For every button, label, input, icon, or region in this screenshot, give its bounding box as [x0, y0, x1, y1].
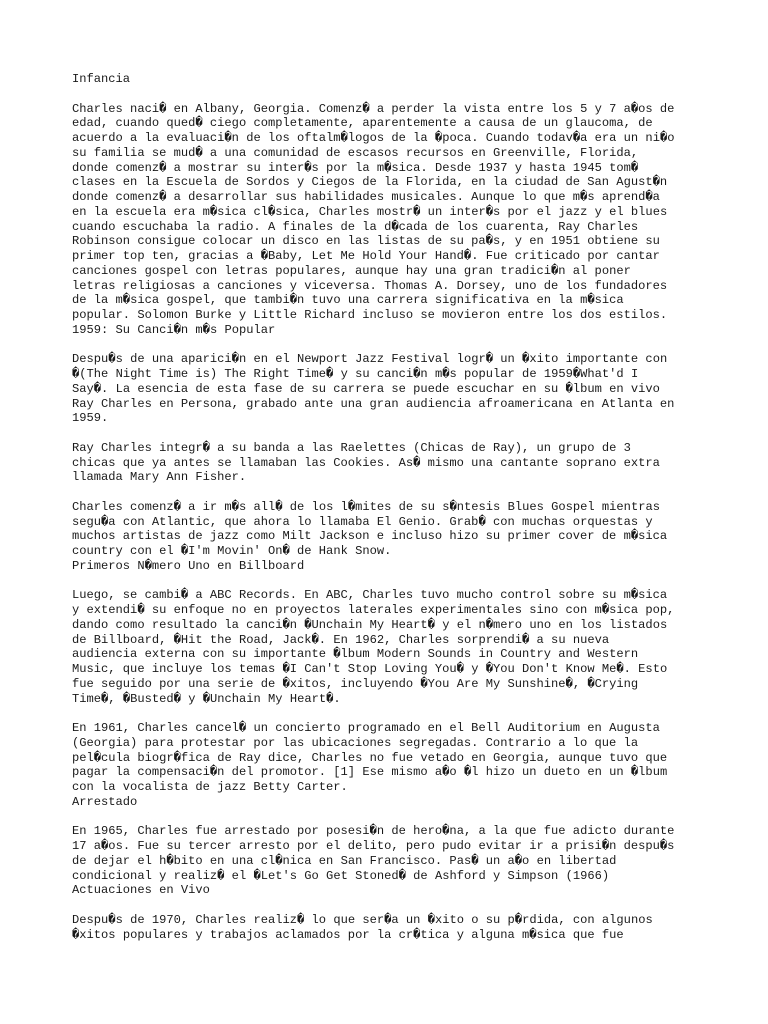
- text-line: 17 a�os. Fue su tercer arresto por el delito, pero pudo evitar ir a prisi�n despu�s: [72, 839, 675, 853]
- text-line: edad, cuando qued� ciego completamente, aparentemente a causa de un glaucoma, de: [72, 116, 653, 131]
- text-line: En 1965, Charles fue arrestado por posesi�n de hero�na, a la que fue adicto durante: [72, 824, 675, 839]
- paragraph: [72, 588, 712, 706]
- text-line: Say�. La esencia de esta fase de su carrera se puede escuchar en su �lbum en vivo: [72, 381, 660, 396]
- text-line: Actuaciones en Vivo: [72, 883, 210, 898]
- paragraph-gap: [72, 898, 712, 913]
- text-line: canciones gospel con letras populares, aunque hay una gran tradici�n al poner: [72, 263, 631, 278]
- paragraph-gap: [72, 485, 712, 500]
- paragraph: [72, 500, 712, 574]
- paragraph-gap: [72, 87, 712, 102]
- text-line: condicional y realiz� el �Let's Go Get Stoned� de Ashford y Simpson (1966): [72, 868, 610, 883]
- text-line: En 1961, Charles cancel� un concierto programado en el Bell Auditorium en Augusta: [72, 721, 660, 735]
- paragraph: [72, 721, 712, 810]
- text-line: Despu�s de 1970, Charles realiz� lo que ser�a un �xito o su p�rdida, con algunos: [72, 912, 653, 927]
- paragraph-gap: [72, 338, 712, 353]
- text-line: Robinson consigue colocar un disco en las listas de su pa�s, y en 1951 obtiene su: [72, 234, 660, 249]
- paragraph-gap: [72, 810, 712, 825]
- text-line: Infancia: [72, 72, 131, 86]
- text-line: en la escuela era m�sica cl�sica, Charles mostr� un inter�s por el jazz y el blues: [72, 204, 668, 219]
- text-line: Despu�s de una aparici�n en el Newport Jazz Festival logr� un �xito importante con: [72, 352, 668, 367]
- text-line: Primeros N�mero Uno en Billboard: [72, 558, 305, 573]
- text-line: popular. Solomon Burke y Little Richard incluso se movieron entre los dos estilos.: [72, 308, 668, 322]
- text-line: llamada Mary Ann Fisher.: [72, 470, 247, 485]
- paragraph-gap: [72, 426, 712, 441]
- document-body: [72, 72, 712, 942]
- text-line: Ray Charles en Persona, grabado ante una gran audiencia afroamericana en Atlanta en: [72, 396, 675, 411]
- text-line: Ray Charles integr� a su banda a las Raelettes (Chicas de Ray), un grupo de 3: [72, 440, 631, 455]
- text-line: country con el �I'm Movin' On� de Hank Snow.: [72, 544, 392, 558]
- text-line: su familia se mud� a una comunidad de escasos recursos en Greenville, Florida,: [72, 145, 639, 160]
- text-line: chicas que ya antes se llamaban las Cookies. As� mismo una cantante soprano extra: [72, 455, 660, 470]
- text-line: de Billboard, �Hit the Road, Jack�. En 1962, Charles sorprendi� a su nueva: [72, 632, 610, 647]
- text-line: primer top ten, gracias a �Baby, Let Me Hold Your Hand�. Fue criticado por cantar: [72, 249, 660, 263]
- text-line: fue seguido por una serie de �xitos, incluyendo �You Are My Sunshine�, �Crying: [72, 676, 639, 691]
- paragraph-gap: [72, 574, 712, 589]
- text-line: Charles naci� en Albany, Georgia. Comenz� a perder la vista entre los 5 y 7 a�os de: [72, 101, 675, 116]
- text-line: letras religiosas a canciones y viceversa. Thomas A. Dorsey, uno de los fundadores: [72, 278, 668, 293]
- text-line: audiencia externa con su importante �lbum Modern Sounds in Country and Western: [72, 647, 639, 662]
- paragraph-gap: [72, 706, 712, 721]
- text-line: dando como resultado la canci�n �Unchain My Heart� y el n�mero uno en los listados: [72, 617, 668, 632]
- text-line: pagar la compensaci�n del promotor. [1] Ese mismo a�o �l hizo un dueto en un �lbum: [72, 765, 668, 780]
- text-line: Arrestado: [72, 794, 138, 809]
- text-line: donde comenz� a mostrar su inter�s por la m�sica. Desde 1937 y hasta 1945 tom�: [72, 160, 639, 175]
- text-line: Music, que incluye los temas �I Can't Stop Loving You� y �You Don't Know Me�. Esto: [72, 662, 668, 676]
- text-line: Charles comenz� a ir m�s all� de los l�mites de su s�ntesis Blues Gospel mientras: [72, 499, 660, 514]
- paragraph: [72, 913, 712, 943]
- text-line: 1959.: [72, 411, 109, 426]
- paragraph: [72, 72, 712, 87]
- text-line: (Georgia) para protestar por las ubicaciones segregadas. Contrario a lo que la: [72, 735, 639, 750]
- text-line: 1959: Su Canci�n m�s Popular: [72, 322, 276, 337]
- text-line: Luego, se cambi� a ABC Records. En ABC, Charles tuvo mucho control sobre su m�sica: [72, 588, 668, 603]
- text-line: acuerdo a la evaluaci�n de los oftalm�logos de la �poca. Cuando todav�a era un ni�o: [72, 131, 675, 145]
- text-line: con la vocalista de jazz Betty Carter.: [72, 780, 348, 794]
- text-line: cuando escuchaba la radio. A finales de la d�cada de los cuarenta, Ray Charles: [72, 219, 639, 234]
- text-line: de la m�sica gospel, que tambi�n tuvo una carrera significativa en la m�sica: [72, 293, 624, 308]
- text-line: Time�, �Busted� y �Unchain My Heart�.: [72, 691, 341, 706]
- text-line: de dejar el h�bito en una cl�nica en San Francisco. Pas� un a�o en libertad: [72, 853, 617, 868]
- text-line: �(The Night Time is) The Right Time� y su canci�n m�s popular de 1959�What'd I: [72, 367, 639, 381]
- paragraph: [72, 102, 712, 338]
- text-line: muchos artistas de jazz como Milt Jackson e incluso hizo su primer cover de m�sica: [72, 529, 668, 544]
- text-line: clases en la Escuela de Sordos y Ciegos de la Florida, en la ciudad de San Agust�n: [72, 175, 668, 190]
- text-line: segu�a con Atlantic, que ahora lo llamaba El Genio. Grab� con muchas orquestas y: [72, 514, 653, 529]
- paragraph: [72, 441, 712, 485]
- text-line: �xitos populares y trabajos aclamados por la cr�tica y alguna m�sica que fue: [72, 927, 624, 942]
- paragraph: [72, 352, 712, 426]
- text-line: donde comenz� a desarrollar sus habilidades musicales. Aunque lo que m�s aprend�a: [72, 190, 660, 204]
- text-line: pel�cula biogr�fica de Ray dice, Charles no fue vetado en Georgia, aunque tuvo que: [72, 750, 668, 765]
- paragraph: [72, 824, 712, 898]
- text-line: y extendi� su enfoque no en proyectos laterales experimentales sino con m�sica pop,: [72, 603, 675, 617]
